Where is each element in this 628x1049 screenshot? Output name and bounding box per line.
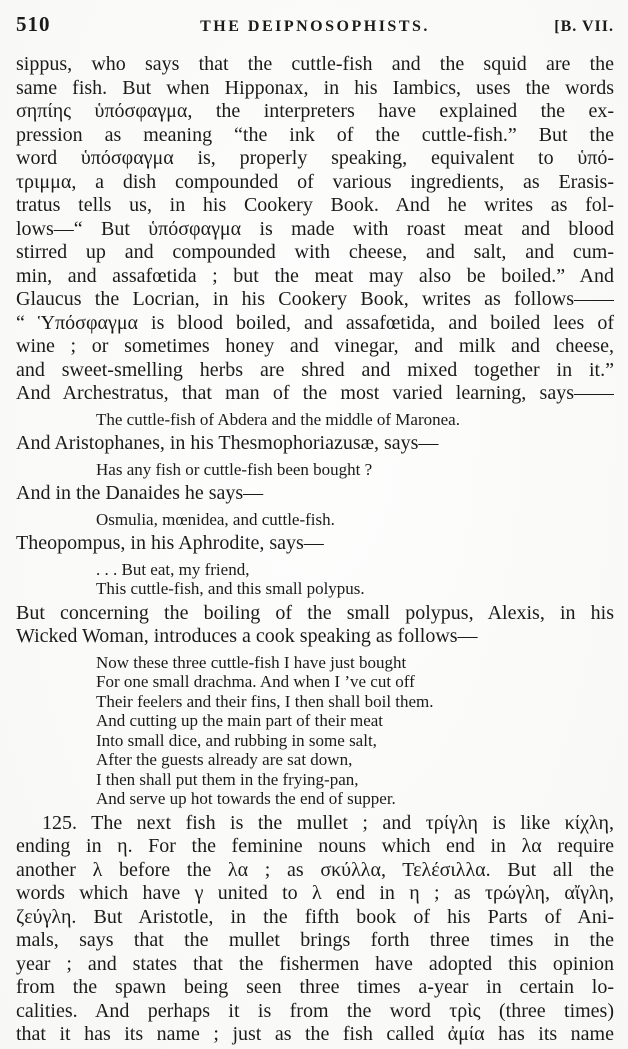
text-line: Theopompus, in his Aphrodite, says— xyxy=(16,532,324,554)
verse-line: Their feelers and their fins, I then shall boil them. xyxy=(96,691,434,711)
verse-line: And serve up hot towards the end of supper. xyxy=(96,789,396,808)
text-line: Wicked Woman, introduces a cook speaking as follows— xyxy=(16,625,478,647)
text-line: pression as meaning “the ink of the cuttle-fish.” But the xyxy=(16,123,614,146)
running-title: THE DEIPNOSOPHISTS. xyxy=(200,18,430,35)
verse-quotation xyxy=(96,460,614,480)
verse-quotation xyxy=(96,653,614,809)
verse-quotation xyxy=(96,410,614,430)
verse-line: After the guests already are sat down, xyxy=(96,750,353,769)
page-number: 510 xyxy=(16,12,51,36)
text-line: year ; and states that the fishermen have adopted this opinion xyxy=(16,952,614,975)
text-line: 125. The next fish is the mullet ; and τρίγλη is like κίχλη, xyxy=(42,811,614,834)
paragraph-125 xyxy=(16,812,614,1047)
text-line: another λ before the λα ; as σκύλλα, Τελέσιλλα. But all the xyxy=(16,858,614,881)
verse-line: This cuttle-fish, and this small polypus. xyxy=(96,579,365,598)
text-line: same fish. But when Hipponax, in his Iambics, uses the words xyxy=(16,76,614,99)
text-line: that it has its name ; just as the fish called ἀμία has its name xyxy=(16,1023,614,1045)
text-line: Glaucus the Locrian, in his Cookery Book, writes as follows—— xyxy=(16,288,614,310)
verse-line: I then shall put them in the frying-pan, xyxy=(96,769,359,789)
verse-quotation xyxy=(96,510,614,530)
verse-line: And cutting up the main part of their meat xyxy=(96,711,384,730)
text-line: and sweet-smelling herbs are shred and mixed together in it.” xyxy=(16,358,614,381)
text-line: σηπίης ὑπόσφαγμα, the interpreters have explained the ex- xyxy=(16,100,614,122)
text-line: tratus tells us, in his Cookery Book. And he writes as fol- xyxy=(16,194,614,216)
paragraph xyxy=(16,432,614,456)
verse-quotation xyxy=(96,560,614,599)
text-line: And Archestratus, that man of the most varied learning, says—— xyxy=(16,382,614,404)
text-line: mals, says that the mullet brings forth three times in the xyxy=(16,929,614,951)
text-line: “ Ὑπόσφαγμα is blood boiled, and assafœtida, and boiled lees of xyxy=(16,311,614,334)
text-line: But concerning the boiling of the small polypus, Alexis, in his xyxy=(16,601,614,624)
text-line: calities. And perhaps it is from the word τρὶς (three times) xyxy=(16,999,614,1022)
text-line: And in the Danaides he says— xyxy=(16,482,264,504)
text-line: And Aristophanes, in his Thesmophoriazusæ, says— xyxy=(16,432,439,454)
text-line: words which have γ united to λ end in η ; as τρώγλη, αἴγλη, xyxy=(16,882,614,904)
text-line: ζεύγλη. But Aristotle, in the fifth book of his Parts of Ani- xyxy=(16,905,614,928)
text-line: word ὑπόσφαγμα is, properly speaking, equivalent to ὑπό- xyxy=(16,147,614,169)
verse-line: . . . But eat, my friend, xyxy=(96,559,250,579)
verse-line: Has any fish or cuttle-fish been bought ? xyxy=(96,459,373,479)
paragraph xyxy=(16,602,614,649)
text-line: wine ; or sometimes honey and vinegar, and milk and cheese, xyxy=(16,335,614,357)
text-line: τριμμα, a dish compounded of various ingredients, as Erasis- xyxy=(16,170,614,193)
verse-line: Osmulia, mœnidea, and cuttle-fish. xyxy=(96,509,335,529)
verse-line: Into small dice, and rubbing in some salt, xyxy=(96,730,377,750)
verse-line: Now these three cuttle-fish I have just bought xyxy=(96,652,407,672)
text-line: ending in η. For the feminine nouns which end in λα require xyxy=(16,835,614,857)
text-line: min, and assafœtida ; but the meat may also be boiled.” And xyxy=(16,264,614,287)
verse-line: For one small drachma. And when I ’ve cut off xyxy=(96,672,415,691)
paragraph xyxy=(16,482,614,506)
text-line: sippus, who says that the cuttle-fish and the squid are the xyxy=(16,53,614,75)
text-line: from the spawn being seen three times a-year in certain lo- xyxy=(16,976,614,998)
paragraph xyxy=(16,532,614,556)
page-header xyxy=(16,12,614,37)
text-line: stirred up and compounded with cheese, and salt, and cum- xyxy=(16,241,614,263)
text-line: lows—“ But ὑπόσφαγμα is made with roast meat and blood xyxy=(16,217,614,240)
book-reference: [B. VII. xyxy=(554,18,614,35)
verse-line: The cuttle-fish of Abdera and the middle of Maronea. xyxy=(96,409,460,429)
paragraph-continuation xyxy=(16,53,614,406)
